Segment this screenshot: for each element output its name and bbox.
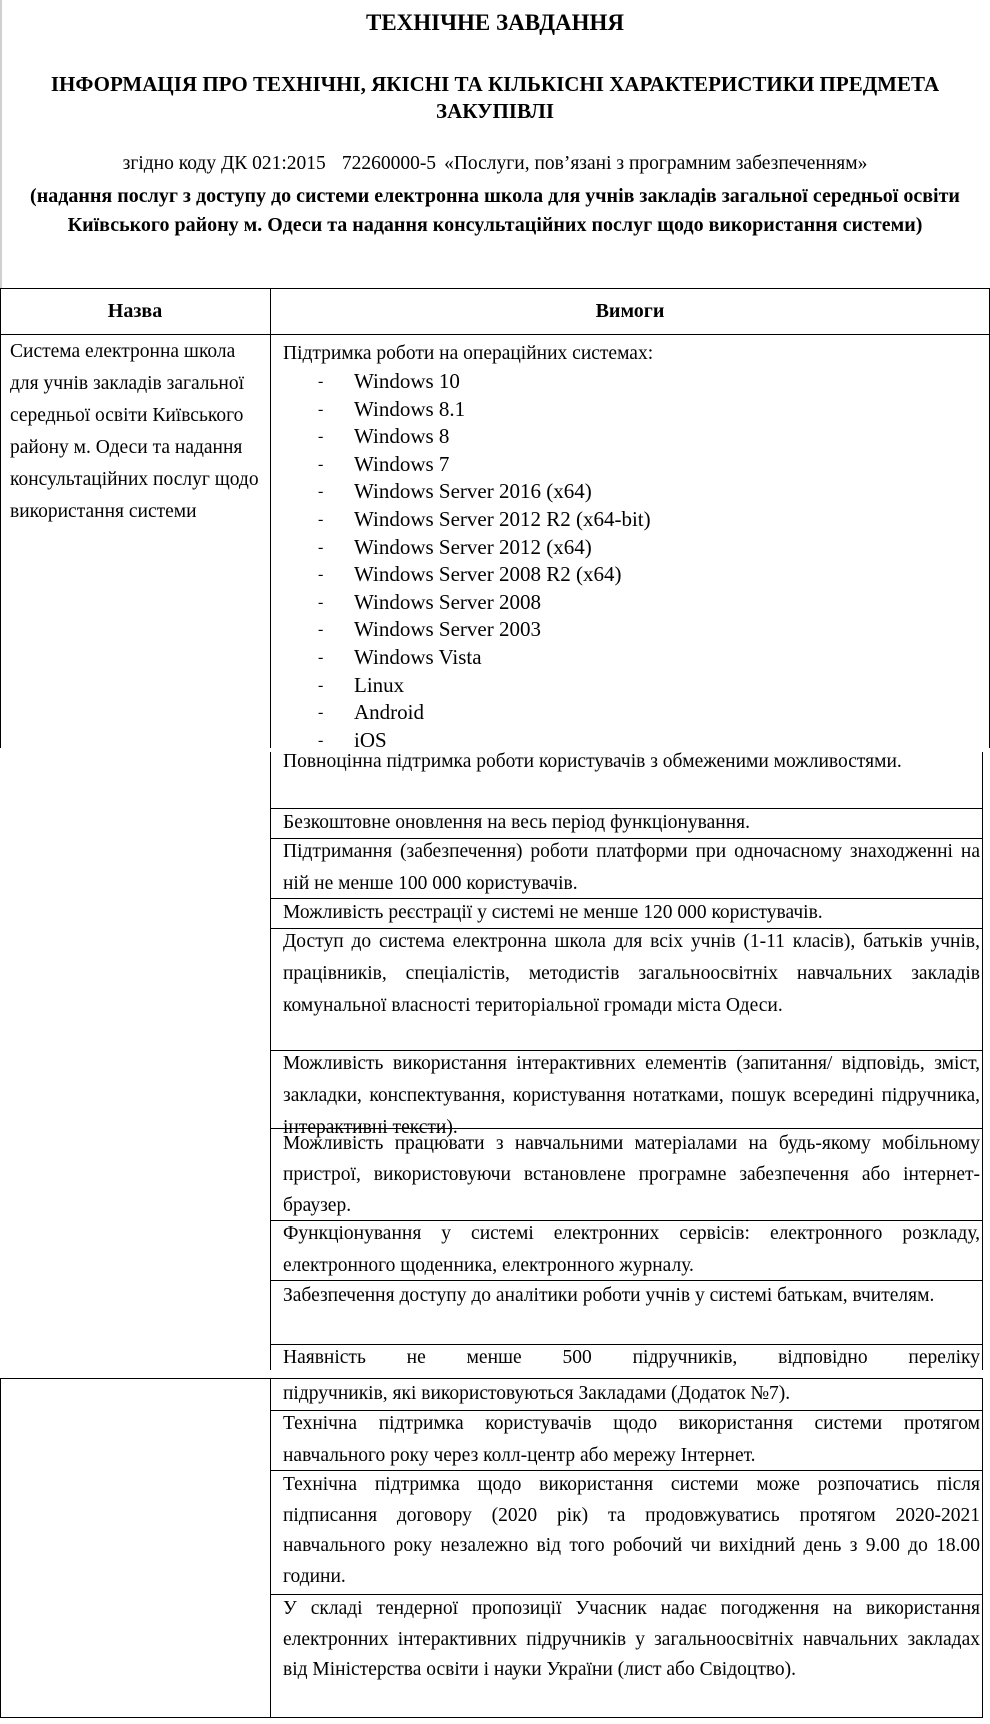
requirement-row: Функціонування у системі електронних сервісів: електронного розкладу, електронного щоденника, електронного журналу. — [283, 1223, 980, 1276]
list-item: - Windows Server 2012 R2 (x64-bit) — [318, 506, 651, 531]
requirement-row: Підтримання (забезпечення) роботи платформи при одночасному знаходженні на ній не менше 100 000 користувачів. — [283, 841, 980, 894]
requirement-row: Наявність не менше 500 підручників, відповідно переліку — [283, 1347, 980, 1368]
requirement-row: Технічна підтримка користувачів щодо використання системи протягом навчального року через колл-центр або мережу Інтернет. — [283, 1413, 980, 1466]
list-item: - Windows Server 2012 (x64) — [318, 534, 592, 559]
document-title: ТЕХНІЧНЕ ЗАВДАННЯ — [365, 10, 625, 35]
requirement-row: Можливість працювати з навчальними матеріалами на будь-якому мобільному пристрої, використовуючи встановлене програмне забезпечення або інтернет-браузер. — [283, 1133, 980, 1216]
list-item: - Windows Server 2008 R2 (x64) — [318, 562, 622, 587]
list-item: - Windows 7 — [318, 451, 450, 476]
list-item: - Windows Server 2008 — [318, 589, 541, 614]
requirement-row: Безкоштовне оновлення на весь період функціонування. — [283, 812, 751, 833]
column-separator — [270, 1378, 271, 1718]
procurement-code-line — [0, 153, 990, 175]
table-right-border — [982, 752, 983, 1370]
requirement-row: У складі тендерної пропозиції Учасник надає погодження на використання електронних інтерактивних підручників у загальноосвітніх навчальних закладах від Міністерства освіти і науки України (лист або Свідоцтво). — [283, 1598, 980, 1680]
service-description: (надання послуг з доступу до системи електронна школа для учнів закладів загальної середньої освіти Київського району м. Одеси та надання консультаційних послуг щодо використання системи) — [30, 185, 960, 236]
list-item: - Windows 8 — [318, 424, 450, 449]
table-right-border — [982, 1378, 983, 1718]
requirement-row: підручників, які використовуються Закладами (Додаток №7). — [283, 1383, 791, 1404]
header-requirements: Вимоги — [595, 300, 665, 322]
os-list — [318, 368, 651, 754]
list-item: - iOS — [318, 727, 387, 752]
list-item: - Android — [318, 700, 424, 725]
requirement-row: Можливість реєстрації у системі не менше 120 000 користувачів. — [283, 902, 823, 923]
header-name: Назва — [107, 300, 163, 322]
column-separator — [270, 752, 271, 1370]
requirement-row: Повноцінна підтримка роботи користувачів з обмеженими можливостями. — [283, 751, 902, 772]
os-intro: Підтримка роботи на операційних системах: — [283, 343, 654, 364]
table-bottom-border — [0, 1717, 982, 1718]
code-number: 72260000-5 — [341, 153, 437, 174]
list-item: - Linux — [318, 672, 405, 697]
list-item: - Windows Server 2016 (x64) — [318, 479, 592, 504]
column-separator — [270, 288, 271, 748]
list-item: - Windows Vista — [318, 644, 482, 669]
name-cell: Система електронна школа для учнів закладів загальної середньої освіти Київського району м. Одеси та надання консультаційних послуг щодо використання системи — [10, 341, 259, 522]
code-prefix: згідно коду ДК 021:2015 — [122, 153, 326, 174]
requirement-row: Можливість використання інтерактивних елементів (запитання/ відповідь, зміст, закладки, конспектування, користування нотатками, пошук всередині підручника, інтерактивні тексти). — [283, 1053, 980, 1138]
table-left-border — [0, 288, 1, 748]
list-item: - Windows 8.1 — [318, 396, 466, 421]
requirement-row: Технічна підтримка щодо використання системи може розпочатись після підписання договору (2020 рік) та продовжуватись протягом 2020-2021 навчального року незалежно від того робочий чи вихідний день з 9.00 до 18.00 години. — [283, 1474, 980, 1587]
list-item: - Windows Server 2003 — [318, 617, 541, 642]
document-subtitle: ІНФОРМАЦІЯ ПРО ТЕХНІЧНІ, ЯКІСНІ ТА КІЛЬКІСНІ ХАРАКТЕРИСТИКИ ПРЕДМЕТА ЗАКУПІВЛІ — [50, 72, 940, 123]
list-item: - Windows 10 — [318, 369, 460, 393]
header-bottom-border — [0, 334, 990, 335]
code-name: «Послуги, пов’язані з програмним забезпеченням» — [444, 153, 868, 174]
requirement-row: Доступ до система електронна школа для всіх учнів (1-11 класів), батьків учнів, працівників, спеціалістів, методистів загальноосвітніх навчальних закладів комунальної власності територіальної громади міста Одеси. — [283, 931, 980, 1016]
requirement-row: Забезпечення доступу до аналітики роботи учнів у системі батькам, вчителям. — [283, 1285, 935, 1306]
page-edge — [0, 0, 2, 288]
table-left-border — [0, 1378, 1, 1718]
